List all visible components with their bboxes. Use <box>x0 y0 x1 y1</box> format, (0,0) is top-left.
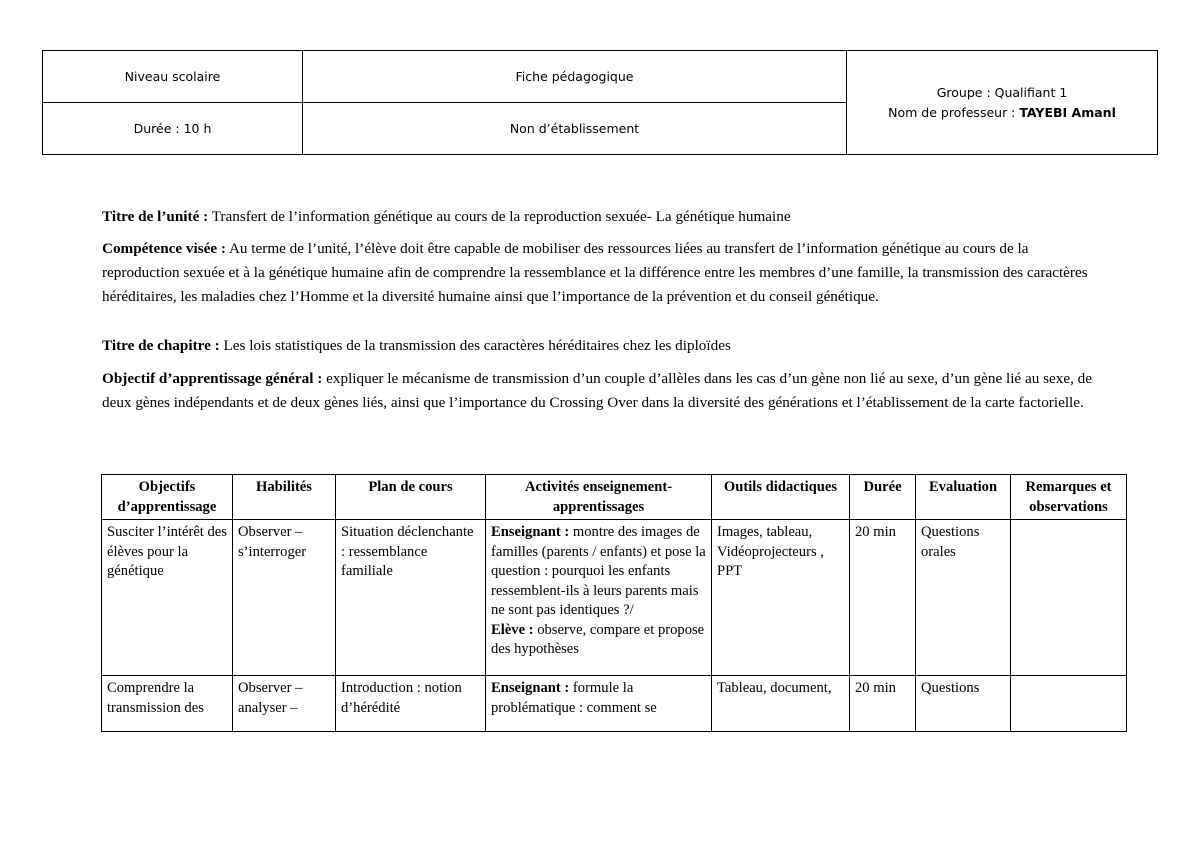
objective-label: Objectif d’apprentissage général : <box>102 370 323 387</box>
teacher-label: Enseignant : <box>491 524 570 540</box>
group-teacher-cell <box>847 51 1158 155</box>
teacher-prefix: Nom de professeur : <box>888 104 1020 120</box>
objective-text: expliquer le mécanisme de transmission d’un couple d’allèles dans les cas d’un gène non lié au sexe, d’un gène lié au sexe, de deux gènes indépendants et de deux gènes liés, ainsi que l’importance du Crossing Over dans la diversité des générations et l’établissement de la carte factorielle. <box>102 370 1093 411</box>
unit-title-label: Titre de l’unité : <box>102 208 209 225</box>
lesson-plan-table <box>101 474 1127 732</box>
column-header: Habilités <box>233 475 336 520</box>
competence-text: Au terme de l’unité, l’élève doit être capable de mobiliser des ressources liées au transfert de l’information génétique au cours de la reproduction sexuée et à la génétique humaine afin de comprendre la ressemblance et la différence entre les membres d’une famille, la transmission des caractères héréditaires, les maladies chez l’Homme et la diversité humaine ainsi que l’importance de la prévention et du conseil génétique. <box>102 240 1088 305</box>
student-label: Elève : <box>491 621 534 638</box>
duration-value: 10 h <box>183 121 212 136</box>
duration-cell: 20 min <box>850 676 916 732</box>
tools-cell: Images, tableau, Vidéoprojecteurs , PPT <box>712 520 850 676</box>
unit-title-text: Transfert de l’information génétique au cours de la reproduction sexuée- La génétique humaine <box>208 208 791 225</box>
level-label: Niveau scolaire <box>124 69 221 84</box>
tools-cell: Tableau, document, <box>712 676 850 732</box>
activities-cell <box>486 520 712 676</box>
chapter-title-label: Titre de chapitre : <box>102 337 220 354</box>
teacher-line <box>847 103 1157 123</box>
chapter-title-text: Les lois statistiques de la transmission des caractères héréditaires chez les diploïdes <box>219 337 731 354</box>
remarks-cell <box>1011 676 1127 732</box>
column-header: Objectifs d’apprentissage <box>102 475 233 520</box>
column-header: Activités enseignement-apprentissages <box>486 475 712 520</box>
table-row <box>102 520 1127 676</box>
duration-cell: 20 min <box>850 520 916 676</box>
plan-cell: Introduction : notion d’hérédité <box>336 676 486 732</box>
competence-label: Compétence visée : <box>102 240 226 257</box>
teacher-label: Enseignant : <box>491 680 570 696</box>
establishment-cell <box>303 103 847 155</box>
table-row <box>102 676 1127 732</box>
evaluation-cell: Questions orales <box>916 520 1011 676</box>
competence-paragraph <box>102 237 1092 309</box>
activities-cell <box>486 676 712 732</box>
column-header: Evaluation <box>916 475 1011 520</box>
column-header: Plan de cours <box>336 475 486 520</box>
group-prefix: Groupe : <box>936 84 995 100</box>
objective-paragraph <box>102 367 1092 415</box>
objective-cell: Susciter l’intérêt des élèves pour la génétique <box>102 520 233 676</box>
sheet-label: Fiche pédagogique <box>515 69 634 84</box>
plan-cell: Situation déclenchante : ressemblance familiale <box>336 520 486 676</box>
chapter-title-paragraph <box>102 334 1092 358</box>
teacher-activity: formule la problématique : comment se <box>491 680 657 716</box>
skills-cell: Observer – s’interroger <box>233 520 336 676</box>
duration-cell <box>43 103 303 155</box>
group-line <box>847 83 1157 103</box>
skills-cell: Observer – analyser – <box>233 676 336 732</box>
column-header: Outils didactiques <box>712 475 850 520</box>
teacher-name: TAYEBI Amanl <box>1019 104 1116 120</box>
sheet-cell <box>303 51 847 103</box>
teacher-activity: montre des images de familles (parents / enfants) et pose la question : pourquoi les enfants ressemblent-ils à leurs parents mais ne sont pas identiques ?/ <box>491 524 706 618</box>
column-header: Durée <box>850 475 916 520</box>
group-value: Qualifiant 1 <box>994 84 1068 100</box>
evaluation-cell: Questions <box>916 676 1011 732</box>
establishment-label: Non d’établissement <box>509 121 640 136</box>
duration-prefix: Durée : <box>133 121 184 136</box>
student-activity: observe, compare et propose des hypothèses <box>491 621 705 657</box>
header-table <box>42 50 1158 155</box>
column-header: Remarques et observations <box>1011 475 1127 520</box>
objective-cell: Comprendre la transmission des <box>102 676 233 732</box>
table-header-row <box>102 475 1127 520</box>
unit-title-paragraph <box>102 205 1092 229</box>
level-cell <box>43 51 303 103</box>
remarks-cell <box>1011 520 1127 676</box>
